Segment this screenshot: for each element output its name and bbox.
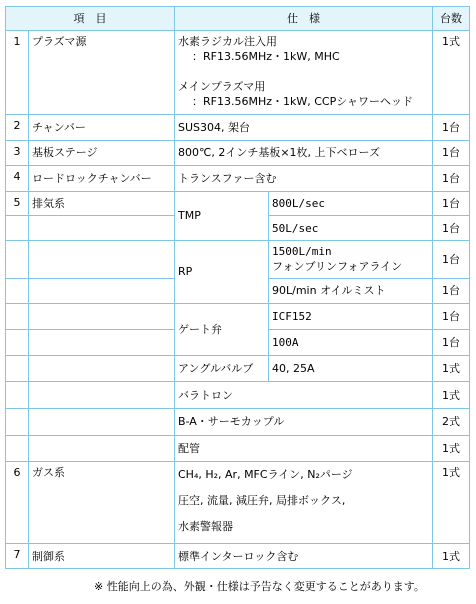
spec-cell: 40, 25A (269, 355, 433, 382)
row-number: 6 (6, 462, 29, 544)
empty-cell (29, 355, 175, 382)
item-name: 制御系 (29, 544, 175, 569)
sub-item-angle: アングルバルブ (175, 355, 269, 382)
empty-cell (6, 278, 29, 303)
empty-cell (29, 241, 175, 279)
row-exhaust-rp-a (6, 241, 470, 279)
empty-cell (29, 409, 175, 436)
sub-item-tmp: TMP (175, 191, 269, 240)
empty-cell (6, 216, 29, 241)
empty-cell (29, 330, 175, 356)
row-exhaust-ba (6, 409, 470, 436)
spec-cell: 800℃, 2インチ基板×1枚, 上下ベローズ (175, 140, 433, 166)
header-row (6, 7, 470, 31)
item-name: ロードロックチャンバー (29, 166, 175, 192)
count-cell: 1式 (433, 462, 470, 544)
count-cell: 2式 (433, 409, 470, 436)
count-cell: 1式 (433, 435, 470, 462)
row-exhaust-gate-a (6, 303, 470, 330)
count-cell: 1式 (433, 382, 470, 409)
count-cell: 1台 (433, 191, 470, 216)
empty-cell (6, 409, 29, 436)
count-cell: 1台 (433, 216, 470, 241)
spec-line: フォンブリンフォアライン (272, 260, 403, 274)
spec-line: CH₄, H₂, Ar, MFCライン, N₂パージ (178, 468, 353, 482)
sub-item-gate: ゲート弁 (175, 303, 269, 355)
empty-cell (6, 241, 29, 279)
header-item: 項 目 (6, 7, 175, 31)
empty-cell (29, 216, 175, 241)
spec-cell: 100A (269, 330, 433, 356)
empty-cell (6, 435, 29, 462)
count-cell: 1式 (433, 355, 470, 382)
count-cell: 1式 (433, 544, 470, 569)
empty-cell (29, 382, 175, 409)
count-cell: 1台 (433, 241, 470, 279)
spec-line: ：RF13.56MHz・1kW, CCPシャワーヘッド (192, 95, 414, 108)
spec-cell: SUS304, 架台 (175, 115, 433, 141)
header-spec: 仕 様 (175, 7, 433, 31)
empty-cell (29, 278, 175, 303)
row-exhaust-baratron (6, 382, 470, 409)
spec-line: メインプラズマ用 (178, 80, 266, 93)
count-cell: 1台 (433, 166, 470, 192)
row-number: 5 (6, 191, 29, 216)
row-control (6, 544, 470, 569)
item-name: チャンバー (29, 115, 175, 141)
empty-cell (6, 355, 29, 382)
row-number: 3 (6, 140, 29, 166)
spec-cell: トランスファー含む (175, 166, 433, 192)
row-chamber (6, 115, 470, 141)
empty-cell (6, 382, 29, 409)
item-name: 排気系 (29, 191, 175, 216)
item-name: 基板ステージ (29, 140, 175, 166)
row-number: 2 (6, 115, 29, 141)
row-plasma (6, 31, 470, 115)
item-name: ガス系 (29, 462, 175, 544)
item-name: プラズマ源 (29, 31, 175, 115)
empty-cell (6, 330, 29, 356)
spec-cell: B-A・サーモカップル (175, 409, 433, 436)
row-stage (6, 140, 470, 166)
spec-cell: 50L/sec (269, 216, 433, 241)
spec-line: 水素警報器 (178, 520, 233, 534)
spec-cell: バラトロン (175, 382, 433, 409)
count-cell: 1式 (433, 31, 470, 115)
spec-table (5, 6, 470, 569)
sub-item-rp: RP (175, 241, 269, 304)
row-gas (6, 462, 470, 544)
empty-cell (29, 435, 175, 462)
row-exhaust-tmp-a (6, 191, 470, 216)
spec-line: 1500L/min (272, 245, 332, 259)
footnote: ※ 性能向上の為、外観・仕様は予告なく変更することがあります。 (94, 580, 425, 593)
spec-cell: 配管 (175, 435, 433, 462)
spec-cell: ICF152 (269, 303, 433, 330)
row-loadlock (6, 166, 470, 192)
header-count: 台数 (433, 7, 470, 31)
spec-cell (175, 31, 433, 115)
count-cell: 1台 (433, 303, 470, 330)
row-exhaust-piping (6, 435, 470, 462)
count-cell: 1台 (433, 140, 470, 166)
spec-cell: 90L/min オイルミスト (269, 278, 433, 303)
row-exhaust-angle (6, 355, 470, 382)
spec-line: 圧空, 流量, 減圧弁, 局排ボックス, (178, 494, 346, 508)
empty-cell (6, 303, 29, 330)
spec-line: 水素ラジカル注入用 (178, 35, 277, 48)
row-number: 4 (6, 166, 29, 192)
spec-line: ：RF13.56MHz・1kW, MHC (192, 50, 340, 63)
count-cell: 1台 (433, 330, 470, 356)
count-cell: 1台 (433, 115, 470, 141)
count-cell: 1台 (433, 278, 470, 303)
row-number: 7 (6, 544, 29, 569)
spec-cell (269, 241, 433, 279)
spec-cell: 標準インターロック含む (175, 544, 433, 569)
spec-cell (175, 462, 433, 544)
spec-cell: 800L/sec (269, 191, 433, 216)
empty-cell (29, 303, 175, 330)
row-number: 1 (6, 31, 29, 115)
